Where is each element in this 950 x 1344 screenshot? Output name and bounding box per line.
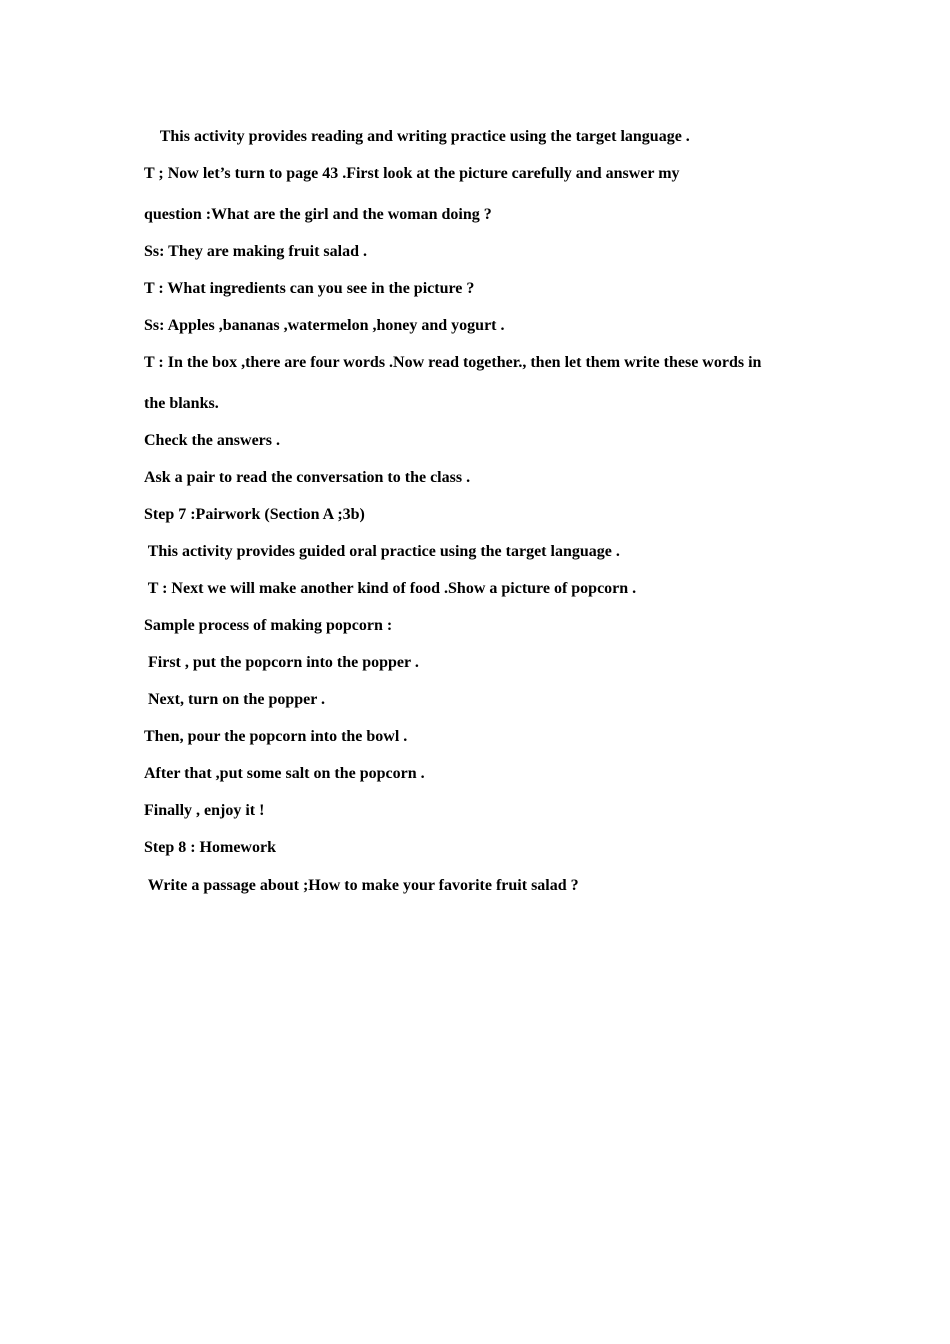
text-line: Ask a pair to read the conversation to the class .: [144, 469, 471, 486]
text-line: Ss: They are making fruit salad .: [144, 243, 367, 260]
text-line: Ss: Apples ,bananas ,watermelon ,honey and yogurt .: [144, 317, 505, 334]
text-line: First , put the popcorn into the popper .: [144, 654, 419, 671]
text-line: This activity provides reading and writing practice using the target language .: [144, 128, 690, 145]
text-line: Finally , enjoy it !: [144, 802, 265, 819]
step-heading: Step 7 :Pairwork (Section A ;3b): [144, 506, 365, 523]
text-line: Then, pour the popcorn into the bowl .: [144, 728, 408, 745]
step-heading: Step 8 : Homework: [144, 839, 276, 856]
text-line: Sample process of making popcorn :: [144, 617, 393, 634]
text-line: After that ,put some salt on the popcorn .: [144, 765, 425, 782]
text-line: Next, turn on the popper .: [144, 691, 326, 708]
text-line: T : Next we will make another kind of food .Show a picture of popcorn .: [144, 580, 637, 597]
text-line: the blanks.: [144, 395, 219, 412]
text-line: T : What ingredients can you see in the picture ?: [144, 280, 475, 297]
text-line: question :What are the girl and the woman doing ?: [144, 206, 492, 223]
text-line: T : In the box ,there are four words .Now read together., then let them write these words in: [144, 354, 762, 371]
text-line: Write a passage about ;How to make your favorite fruit salad ?: [144, 877, 579, 894]
text-line: This activity provides guided oral practice using the target language .: [144, 543, 620, 560]
text-line: Check the answers .: [144, 432, 280, 449]
text-line: T ; Now let’s turn to page 43 .First look at the picture carefully and answer my: [144, 165, 680, 182]
